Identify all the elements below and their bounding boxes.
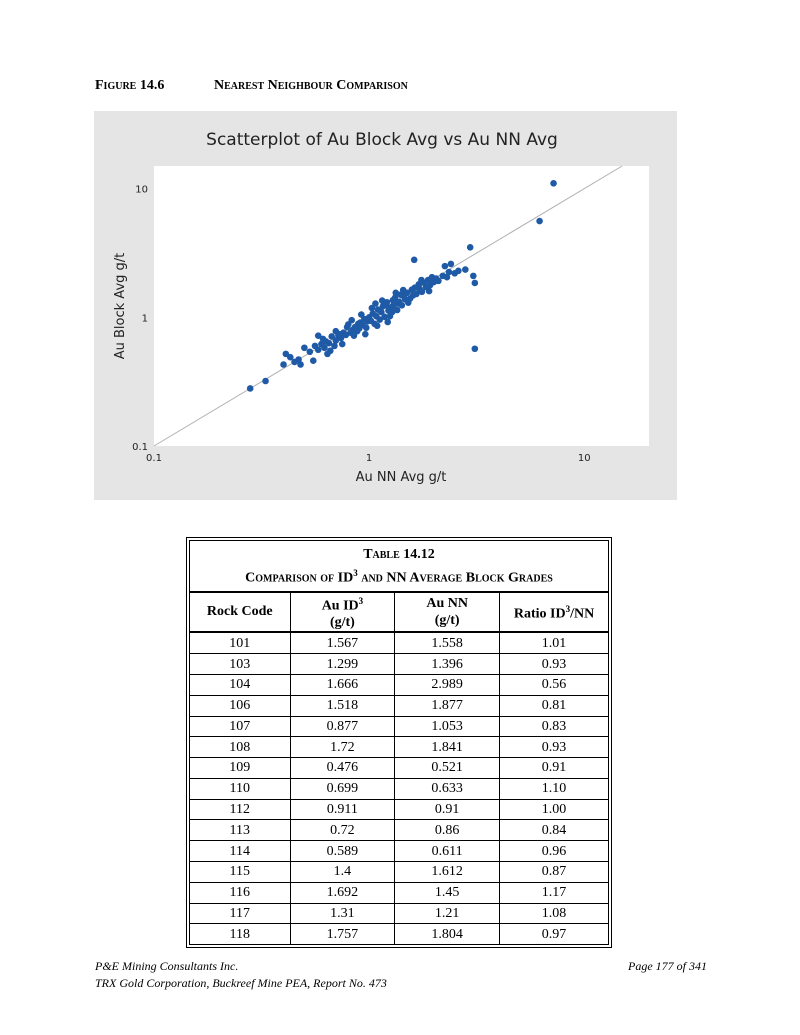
table-cell: 0.589 [290,841,395,862]
data-point [446,269,453,276]
data-point [392,290,399,297]
table-cell: 113 [190,820,291,841]
table-cell: 1.567 [290,632,395,653]
table-cell: 1.21 [395,903,500,924]
header-au-nn [395,592,500,633]
header-au-id3-label: Au $ID^3$ [321,595,364,614]
data-point [247,385,254,392]
table-row [190,674,609,695]
data-point [400,287,407,294]
data-point [351,332,358,339]
table-cell: 115 [190,862,291,883]
table-cell: 0.81 [500,695,609,716]
scatter-chart [94,111,677,500]
table-cell: 0.877 [290,716,395,737]
table-row [190,882,609,903]
table-row [190,799,609,820]
table-cell: 0.93 [500,737,609,758]
figure-title: Nearest Neighbour Comparison [214,78,408,93]
x-tick-label: 1 [365,453,373,464]
table-cell: 1.804 [395,924,500,945]
table-cell: 106 [190,695,291,716]
header-ratio: Ratio $ID^3/NN$ [500,592,609,633]
table-number: Table 14.12 [363,547,435,562]
table-row [190,820,609,841]
footer-company: P&E Mining Consultants Inc. [95,959,239,973]
y-tick-label: 0.1 [132,442,148,453]
data-point [374,322,381,329]
y-tick-label: 1 [141,313,148,325]
table-cell: 1.01 [500,632,609,653]
figure-caption [95,78,408,94]
table-cell: 0.476 [290,758,395,779]
table-cell: 2.989 [395,674,500,695]
data-point [339,341,346,348]
data-point [455,267,462,274]
x-tick-label: 0.1 [146,453,162,464]
data-point [358,311,365,318]
table-cell: 117 [190,903,291,924]
data-point [384,319,391,326]
data-point [336,331,343,338]
table-cell: 1.72 [290,737,395,758]
table-cell: 0.91 [395,799,500,820]
table-row [190,778,609,799]
table-row [190,841,609,862]
data-point [470,273,477,280]
table-cell: 0.86 [395,820,500,841]
table-cell: 1.757 [290,924,395,945]
table-cell: 1.877 [395,695,500,716]
table-cell: 0.87 [500,862,609,883]
data-point [297,361,304,368]
data-point [405,299,412,306]
table-cell: 104 [190,674,291,695]
table-cell: 1.299 [290,654,395,675]
data-point [448,261,455,268]
data-point [433,275,440,282]
table-row [190,758,609,779]
data-point [310,357,317,364]
table-container [186,537,612,948]
table-cell: 0.611 [395,841,500,862]
table-cell: 101 [190,632,291,653]
header-au-nn-label: Au NN [426,595,468,611]
table-cell: 0.633 [395,778,500,799]
table-row [190,654,609,675]
table-cell: 0.911 [290,799,395,820]
table-cell: 0.84 [500,820,609,841]
table-cell: 1.10 [500,778,609,799]
comparison-table [189,540,609,945]
data-point [379,297,386,304]
table-cell: 0.521 [395,758,500,779]
data-point [372,300,379,307]
data-point [395,300,402,307]
data-point [467,244,474,251]
x-tick-label: 10 [577,453,591,464]
data-point [389,309,396,316]
table-cell: 1.00 [500,799,609,820]
header-au-id3-unit: (g/t) [329,615,355,631]
table-cell: 0.83 [500,716,609,737]
footer-page-number: Page 177 of 341 [628,959,707,973]
table-cell: 1.692 [290,882,395,903]
table-cell: 0.699 [290,778,395,799]
table-cell: 112 [190,799,291,820]
data-point [262,378,269,385]
table-cell: 1.612 [395,862,500,883]
data-point [280,361,287,368]
data-point [315,332,322,339]
table-cell: 1.558 [395,632,500,653]
table-cell: 1.17 [500,882,609,903]
table-cell: 108 [190,737,291,758]
header-rock-code: Rock Code [190,592,291,633]
table-cell: 0.72 [290,820,395,841]
table-cell: 1.053 [395,716,500,737]
table-cell: 0.96 [500,841,609,862]
data-point [426,288,433,295]
table-header-row [190,592,609,633]
table-cell: 107 [190,716,291,737]
data-point [363,324,370,331]
x-axis-label: Au NN Avg g/t [355,470,447,485]
data-point [472,345,479,352]
table-cell: 0.56 [500,674,609,695]
table-cell: 0.91 [500,758,609,779]
table-cell: 109 [190,758,291,779]
data-point [472,280,479,287]
data-point [418,277,425,284]
header-au-id3 [290,592,395,633]
table-cell: 116 [190,882,291,903]
data-point [536,218,543,225]
table-cell: 1.841 [395,737,500,758]
y-tick-label: 10 [135,184,148,196]
table-row [190,924,609,945]
y-axis-label: Au Block Avg g/t [113,252,128,360]
data-point [362,331,369,338]
table-row [190,903,609,924]
data-point [462,266,469,273]
data-point [301,344,308,351]
table-cell: 1.518 [290,695,395,716]
data-point [307,348,314,355]
figure-number: Figure 14.6 [95,78,165,93]
table-cell: 1.4 [290,862,395,883]
table-title: Comparison of $ID^3$ and NN Average Block Grades [245,568,553,586]
table-cell: 0.97 [500,924,609,945]
footer-report: TRX Gold Corporation, Buckreef Mine PEA, Report No. 473 [95,976,387,990]
table-row [190,862,609,883]
table-row [190,737,609,758]
table-row [190,695,609,716]
scatter-chart-panel [94,111,677,500]
data-point [550,180,557,187]
table-cell: 114 [190,841,291,862]
data-point [348,317,355,324]
table-cell: 1.666 [290,674,395,695]
table-cell: 1.31 [290,903,395,924]
table-cell: 1.396 [395,654,500,675]
table-cell: 0.93 [500,654,609,675]
table-cell: 1.08 [500,903,609,924]
data-point [324,351,331,358]
chart-title: Scatterplot of Au Block Avg vs Au NN Avg [206,130,558,150]
header-au-nn-unit: (g/t) [434,612,460,628]
table-cell: 1.45 [395,882,500,903]
data-point [315,346,322,353]
table-cell: 103 [190,654,291,675]
table-row [190,632,609,653]
footer-left [95,958,387,992]
table-cell: 118 [190,924,291,945]
table-caption [190,541,609,592]
table-row [190,716,609,737]
data-point [411,256,418,263]
table-cell: 110 [190,778,291,799]
data-point [442,263,449,270]
